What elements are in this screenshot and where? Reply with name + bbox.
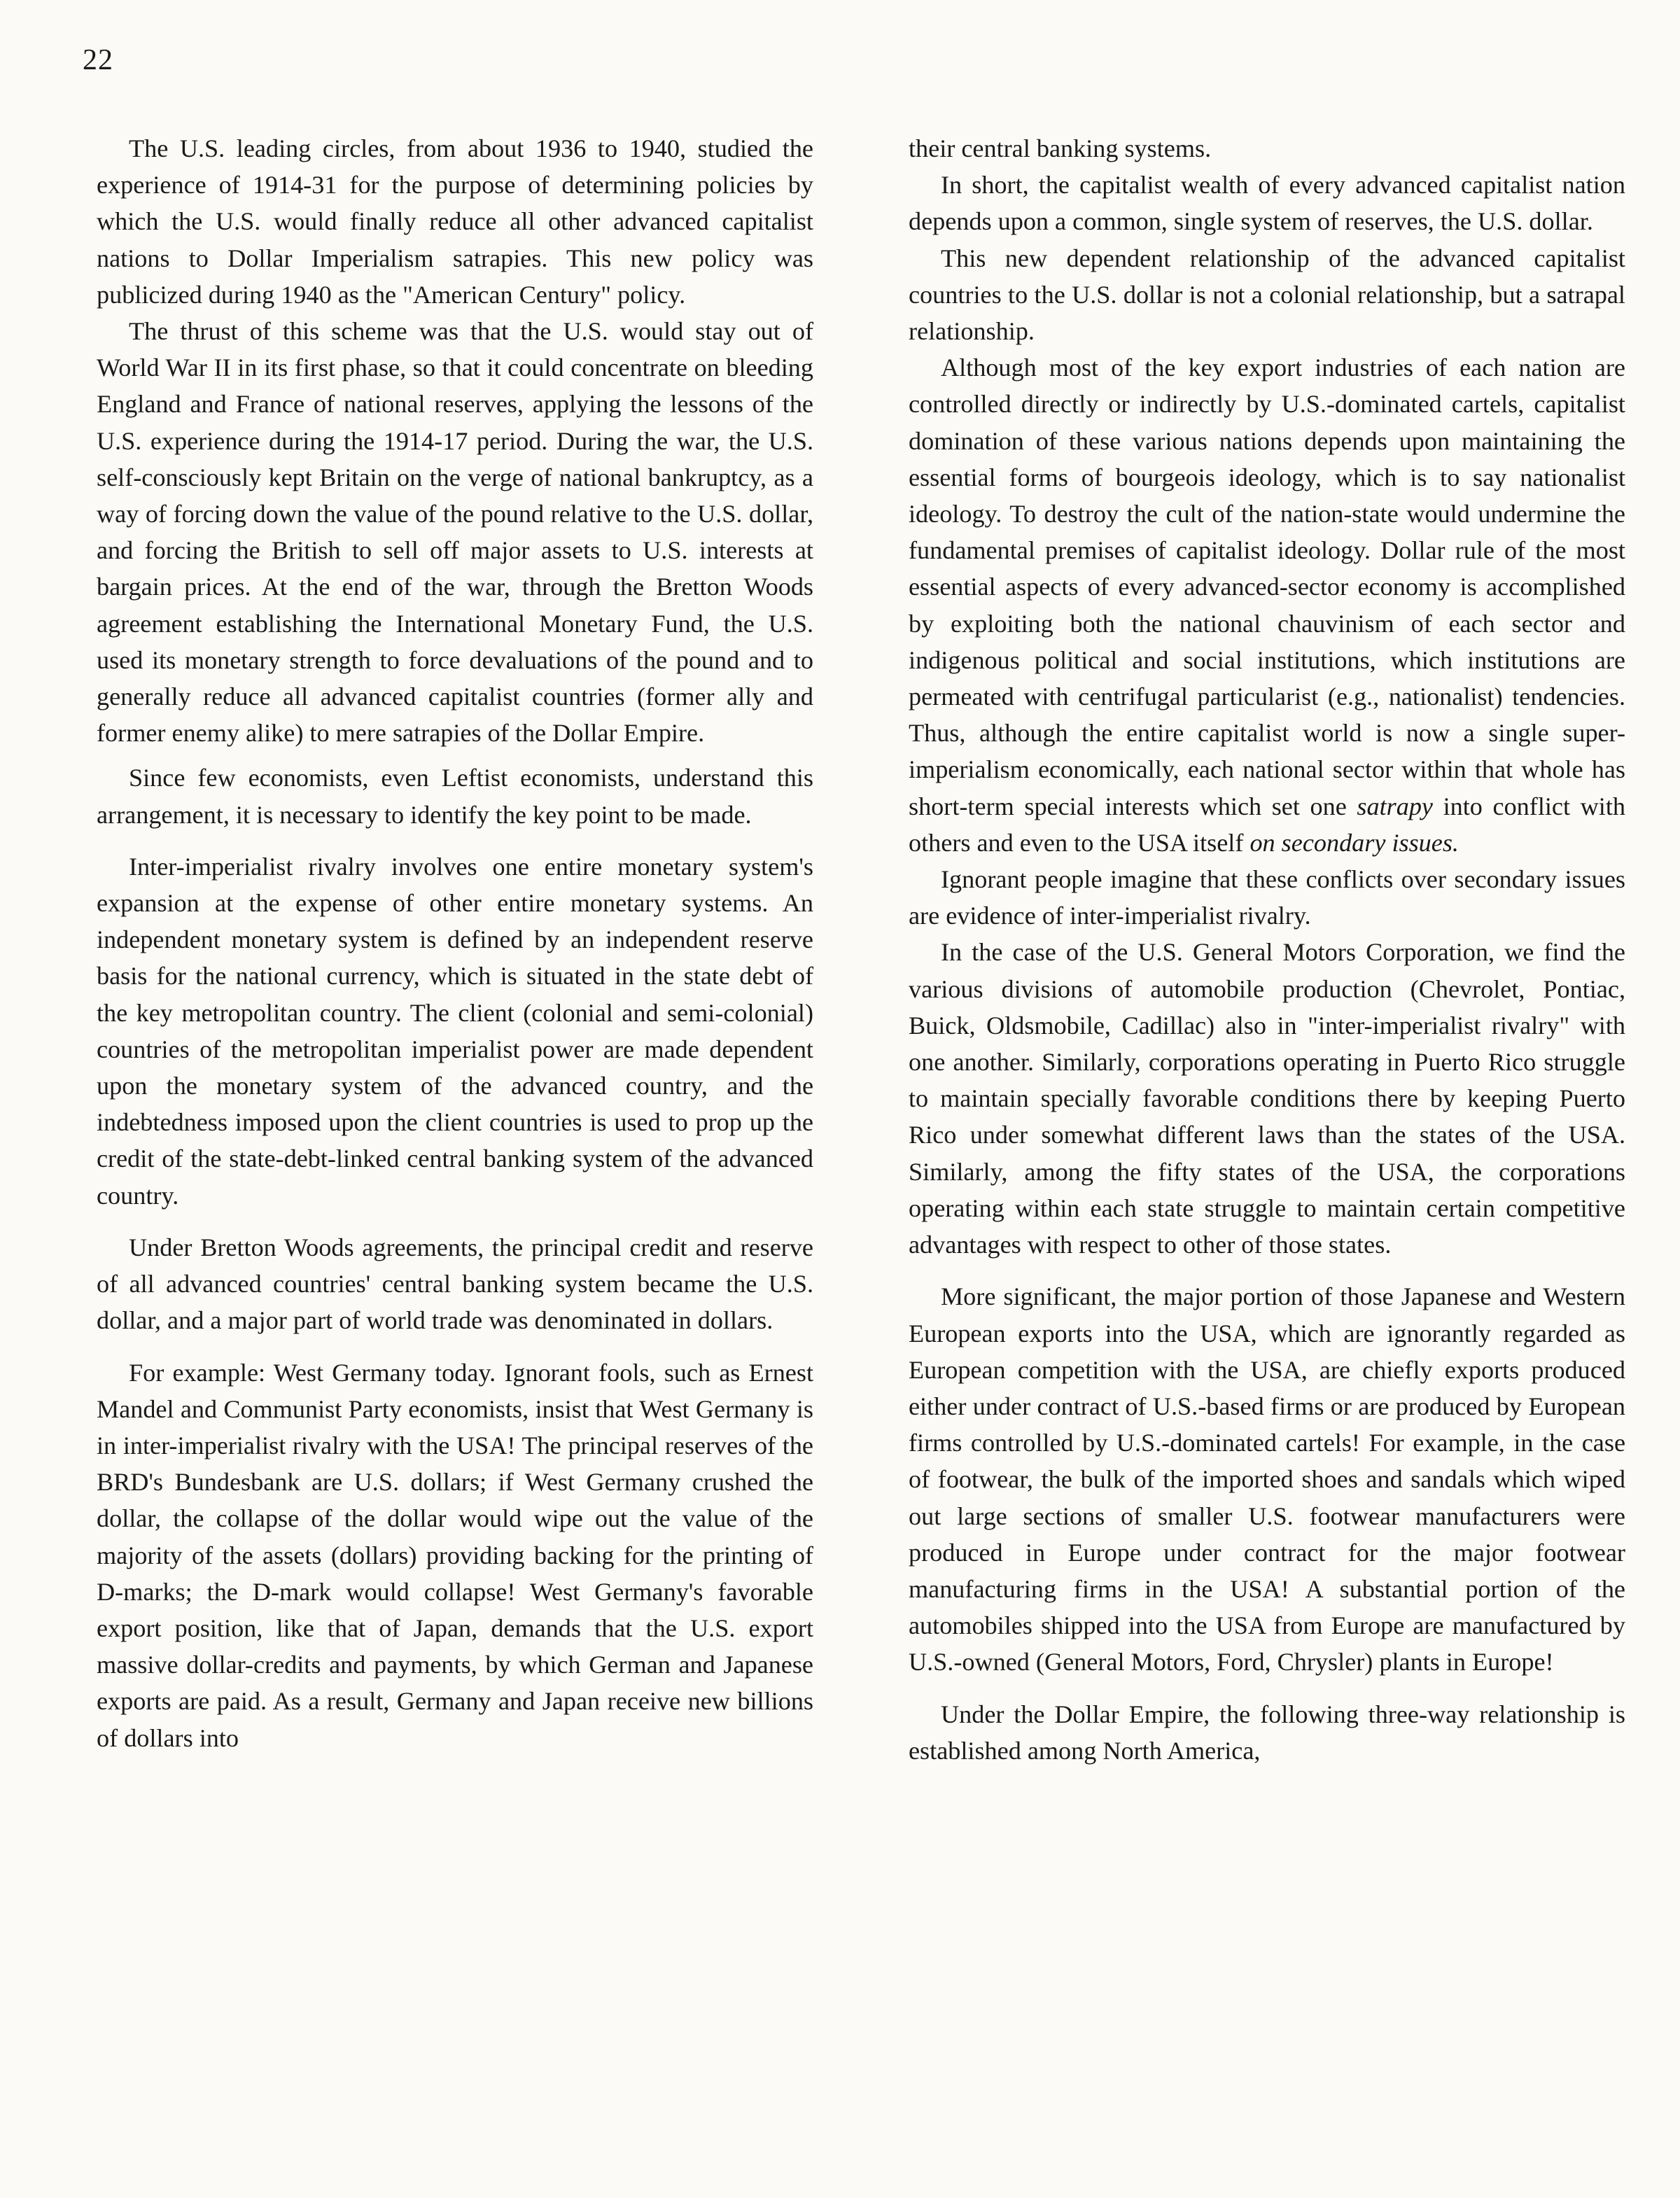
paragraph: Inter-imperialist rivalry involves one entire monetary system's expansion at the expense of other entire monetary systems. An independent monetary system is defined by an independent reserve basis for the national currency, which is situated in the state debt of the key metropolitan country. The client (colonial and semi-colonial) countries of the metropolitan imperialist power are made dependent upon the monetary system of the advanced country, and the indebtedness imposed upon the client countries is used to prop up the credit of the state-debt-linked central banking system of the advanced country. bbox=[97, 852, 813, 1210]
paragraph: their central banking systems. bbox=[909, 134, 1212, 162]
page-number: 22 bbox=[83, 44, 113, 76]
paragraph: The thrust of this scheme was that the U.S. would stay out of World War II in its first phase, so that it could concentrate on bleeding England and France of national reserves, applying the lessons of the U.S. experience during the 1914-17 period. During the war, the U.S. self-consciously kept Britain on the verge of national bankruptcy, as a way of forcing down the value of the pound relative to the U.S. dollar, and forcing the British to sell off major assets to U.S. interests at bargain prices. At the end of the war, through the Bretton Woods agreement establishing the International Monetary Fund, the U.S. used its monetary strength to force devaluations of the pound and to generally reduce all advanced capitalist countries (former ally and former enemy alike) to mere satrapies of the Dollar Empire. bbox=[97, 317, 813, 748]
paragraph: Under the Dollar Empire, the following three-way relationship is established among North America, bbox=[909, 1700, 1625, 1765]
paragraph: Under Bretton Woods agreements, the principal credit and reserve of all advanced countries' central banking system became the U.S. dollar, and a major part of world trade was denominated in dollars. bbox=[97, 1233, 813, 1335]
paragraph: Ignorant people imagine that these conflicts over secondary issues are evidence of inter-imperialist rivalry. bbox=[909, 865, 1625, 930]
paragraph: For example: West Germany today. Ignorant fools, such as Ernest Mandel and Communist Party economists, insist that West Germany is in inter-imperialist rivalry with the USA! The principal reserves of the BRD's Bundesbank are U.S. dollars; if West Germany crushed the dollar, the collapse of the dollar would wipe out the value of the majority of the assets (dollars) providing backing for the printing of D-marks; the D-mark would collapse! West Germany's favorable export position, like that of Japan, demands that the U.S. export massive dollar-credits and payments, by which German and Japanese exports are paid. As a result, Germany and Japan receive new billions of dollars into bbox=[97, 1358, 813, 1752]
paragraph-text: Although most of the key export industries of each nation are controlled directly or indirectly by U.S.-dominated cartels, capitalist domination of these various nations depends upon maintaining the essential forms of bourgeois ideology, which is to say nationalist ideology. To destroy the cult of the nation-state would undermine the fundamental premises of capitalist ideology. Dollar rule of the most essential aspects of every advanced-sector economy is accomplished by exploiting both the national chauvinism of each sector and indigenous political and social institutions, which institutions are permeated with centrifugal particularist (e.g., nationalist) tendencies. Thus, although the entire capitalist world is now a single super-imperialism economically, each national sector within that whole has short-term special interests which set one bbox=[909, 354, 1625, 820]
paragraph-text: into conflict with others and even to the USA itself bbox=[909, 792, 1625, 857]
paragraph: Since few economists, even Leftist economists, understand this arrangement, it is necessary to identify the key point to be made. bbox=[97, 764, 813, 829]
paragraph: In the case of the U.S. General Motors Corporation, we find the various divisions of automobile production (Chevrolet, Pontiac, Buick, Oldsmobile, Cadillac) also in "inter-imperialist rivalry" with one another. Similarly, corporations operating in Puerto Rico struggle to maintain specially favorable conditions there by keeping Puerto Rico under somewhat different laws than the states of the USA. Similarly, among the fifty states of the USA, the corporations operating within each state struggle to maintain certain competitive advantages with respect to other of those states. bbox=[909, 938, 1625, 1259]
paragraph bbox=[909, 349, 1625, 861]
paragraph: This new dependent relationship of the advanced capitalist countries to the U.S. dollar is not a colonial relationship, but a satrapal relationship. bbox=[909, 244, 1625, 346]
paragraph: More significant, the major portion of those Japanese and Western European exports into the USA, which are ignorantly regarded as European competition with the USA, are chiefly exports produced either under contract of U.S.-based firms or are produced by European firms controlled by U.S.-dominated cartels! For example, in the case of footwear, the bulk of the imported shoes and sandals which wiped out large sections of smaller U.S. footwear manufacturers were produced in Europe under contract for the major footwear manufacturing firms in the USA! A substantial portion of the automobiles shipped into the USA from Europe are manufactured by U.S.-owned (General Motors, Ford, Chrysler) plants in Europe! bbox=[909, 1282, 1625, 1676]
emphasis-secondary-issues: on secondary issues. bbox=[1250, 828, 1459, 857]
left-column bbox=[97, 130, 813, 1756]
paragraph: In short, the capitalist wealth of every advanced capitalist nation depends upon a common, single system of reserves, the U.S. dollar. bbox=[909, 171, 1625, 236]
paragraph: The U.S. leading circles, from about 1936 to 1940, studied the experience of 1914-31 for the purpose of determining policies by which the U.S. would finally reduce all other advanced capitalist nations to Dollar Imperialism satrapies. This new policy was publicized during 1940 as the "American Century" policy. bbox=[97, 134, 813, 309]
right-column bbox=[909, 130, 1625, 1769]
emphasis-satrapy: satrapy bbox=[1357, 792, 1433, 820]
